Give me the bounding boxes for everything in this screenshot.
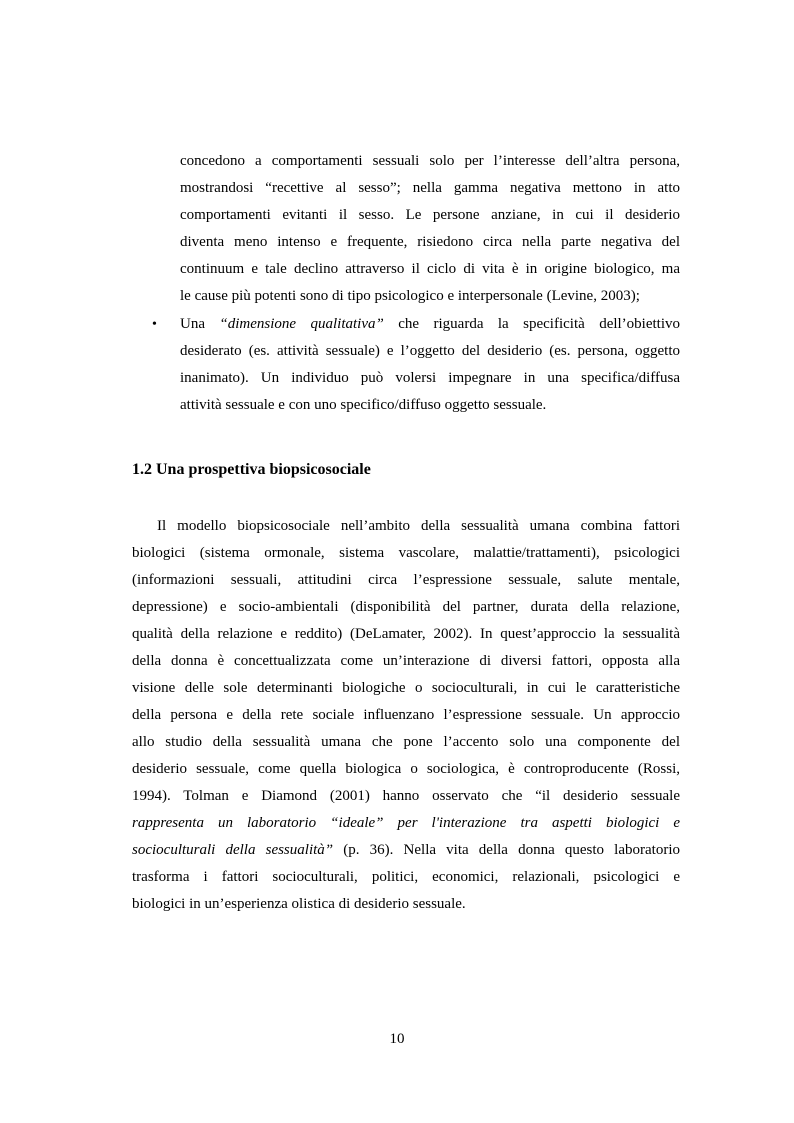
text-line: (informazioni sessuali, attitudini circa l’espressione sessuale, salute mentale, [132,572,680,588]
bullet-icon: • [152,317,157,332]
quote-line [132,837,680,864]
text-line: concedono a comportamenti sessuali solo per l’interesse dell’altra persona, [180,153,680,169]
text-line: depressione) e socio-ambientali (disponibilità del partner, durata della relazione, [132,599,680,615]
text-line: mostrandosi “recettive al sesso”; nella gamma negativa mettono in atto [180,180,680,196]
quote-line [132,810,680,837]
text-line: continuum e tale declino attraverso il ciclo di vita è in origine biologico, ma [180,261,680,277]
citation-tail: (p. 36). Nella vita della donna questo laboratorio [333,842,680,858]
italic-term: “dimensione qualitativa” [219,316,384,332]
text-line: attività sessuale e con uno specifico/diffuso oggetto sessuale. [180,397,547,413]
text-line: le cause più potenti sono di tipo psicologico e interpersonale (Levine, 2003); [180,288,640,304]
text-line: qualità della relazione e reddito) (DeLamater, 2002). In quest’approccio la sessualità [132,626,680,642]
text-line: allo studio della sessualità umana che pone l’accento solo una componente del [132,734,680,750]
text-line: visione delle sole determinanti biologiche o socioculturali, in cui le caratteristiche [132,680,680,696]
italic-quote: socioculturali della sessualità” [132,842,334,858]
text-line: diventa meno intenso e frequente, risiedono circa nella parte negativa del [180,234,680,250]
text-line [180,311,680,338]
text-line: desiderato (es. attività sessuale) e l’oggetto del desiderio (es. persona, oggetto [180,343,680,359]
text-line: della persona e della rete sociale influenzano l’espressione sessuale. Un approccio [132,707,680,723]
text-line: biologici (sistema ormonale, sistema vascolare, malattie/trattamenti), psicologici [132,545,680,561]
page-number: 10 [389,1031,405,1047]
text-line: desiderio sessuale, come quella biologica o sociologica, è controproducente (Rossi, [132,761,680,777]
text-line: della donna è concettualizzata come un’interazione di diversi fattori, opposta alla [132,653,680,669]
text-line: 1994). Tolman e Diamond (2001) hanno osservato che “il desiderio sessuale [132,788,680,804]
bullet-tail: che riguarda la specificità dell’obiettivo [383,316,681,332]
bullet-lead: Una [180,316,220,332]
italic-quote: rappresenta un laboratorio “ideale” per l'interazione tra aspetti biologici e [132,815,680,831]
text-line: trasforma i fattori socioculturali, politici, economici, relazionali, psicologici e [132,869,680,885]
text-line: comportamenti evitanti il sesso. Le persone anziane, in cui il desiderio [180,207,680,223]
text-line: biologici in un’esperienza olistica di desiderio sessuale. [132,896,466,912]
text-line: inanimato). Un individuo può volersi impegnare in una specifica/diffusa [180,370,680,386]
section-heading: 1.2 Una prospettiva biopsicosociale [132,461,371,478]
text-line: Il modello biopsicosociale nell’ambito della sessualità umana combina fattori [157,518,680,534]
